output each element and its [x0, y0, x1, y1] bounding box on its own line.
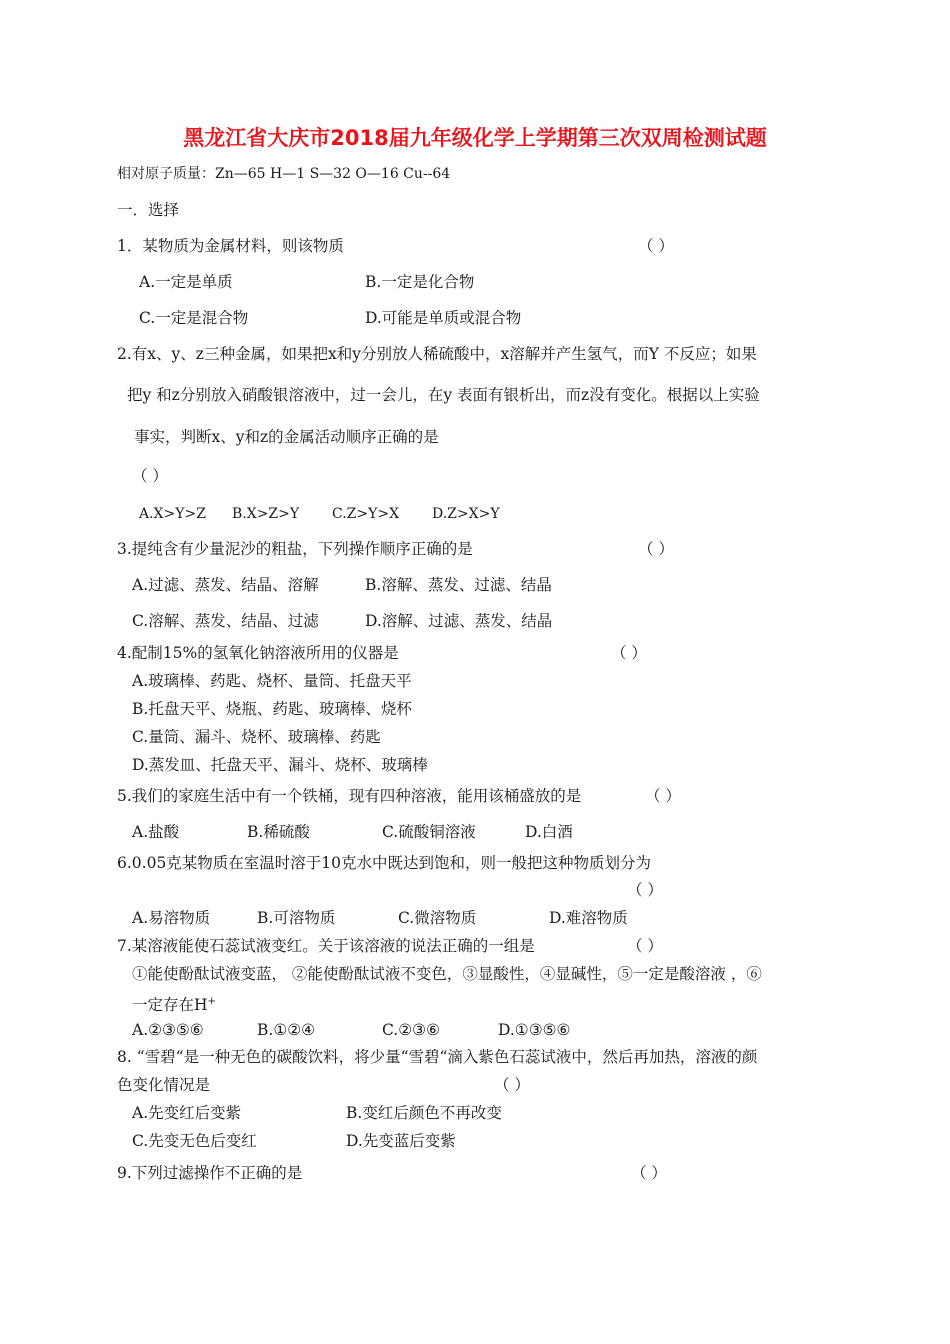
q1-option-a: A.一定是单质: [139, 273, 233, 291]
q3-option-a: A.过滤、蒸发、结晶、溶解: [132, 576, 319, 594]
q6-option-b: B.可溶物质: [257, 909, 336, 927]
q3-option-c: C.溶解、蒸发、结晶、过滤: [132, 612, 319, 630]
q2-stem-line1: 2.有x、y、z三种金属，如果把x和y分别放人稀硫酸中，x溶解并产生氢气，而Y 不反应；如果: [117, 345, 757, 363]
q5-option-a: A.盐酸: [132, 823, 180, 841]
q3-answer-paren: （ ）: [638, 540, 674, 558]
page-title: 黑龙江省大庆市2018届九年级化学上学期第三次双周检测试题: [183, 126, 767, 150]
q6-stem: 6.0.05克某物质在室温时溶于10克水中既达到饱和，则一般把这种物质划分为: [117, 854, 652, 872]
q6-option-d: D.难溶物质: [549, 909, 628, 927]
q8-option-d: D.先变蓝后变紫: [346, 1132, 456, 1150]
q7-option-c: C.②③⑥: [382, 1021, 440, 1039]
q7-statements-text: 一定存在H: [132, 996, 208, 1015]
q4-option-d: D.蒸发皿、托盘天平、漏斗、烧杯、玻璃棒: [132, 756, 428, 774]
section-heading: 一．选择: [117, 201, 180, 219]
q7-option-a: A.②③⑤⑥: [132, 1021, 204, 1039]
q8-option-c: C.先变无色后变红: [132, 1132, 257, 1150]
q3-stem: 3.提纯含有少量泥沙的粗盐，下列操作顺序正确的是: [117, 540, 473, 558]
q6-option-c: C.微溶物质: [398, 909, 477, 927]
q4-option-a: A.玻璃棒、药匙、烧杯、量筒、托盘天平: [132, 672, 412, 690]
q1-option-b: B.一定是化合物: [365, 273, 475, 291]
q2-stem-line3: 事实，判断x、y和z的金属活动顺序正确的是: [134, 428, 439, 446]
q9-answer-paren: （ ）: [631, 1164, 667, 1182]
q7-statements-line1: ①能使酚酞试液变蓝， ②能使酚酞试液不变色，③显酸性，④显碱性，⑤一定是酸溶液 ，⑥: [132, 965, 762, 983]
q2-stem-line2: 把y 和z分别放入硝酸银溶液中，过一会儿，在y 表面有银析出，而z没有变化。根据以上实验: [127, 386, 760, 404]
q7-option-b: B.①②④: [257, 1021, 316, 1039]
q5-stem: 5.我们的家庭生活中有一个铁桶，现有四种溶液，能用该桶盛放的是: [117, 787, 582, 805]
q5-answer-paren: （ ）: [645, 787, 681, 805]
q8-stem-line2: 色变化情况是: [117, 1076, 211, 1094]
q8-answer-paren: （ ）: [494, 1076, 530, 1094]
q5-option-b: B.稀硫酸: [247, 823, 310, 841]
q2-option-a: A.X>Y>Z: [139, 506, 206, 522]
q1-option-d: D.可能是单质或混合物: [365, 309, 522, 327]
q4-stem: 4.配制15%的氢氧化钠溶液所用的仪器是: [117, 644, 399, 662]
q6-option-a: A.易溶物质: [132, 909, 211, 927]
q6-answer-paren: （ ）: [627, 881, 663, 899]
q1-stem: 1．某物质为金属材料，则该物质: [117, 237, 344, 255]
q5-option-c: C.硫酸铜溶液: [382, 823, 476, 841]
q2-answer-paren: （ ）: [132, 467, 168, 485]
q2-option-d: D.Z>X>Y: [432, 506, 500, 522]
atomic-mass-line: 相对原子质量：Zn—65 H—1 S—32 O—16 Cu--64: [117, 166, 451, 182]
q7-answer-paren: （ ）: [627, 937, 663, 955]
q2-option-c: C.Z>Y>X: [332, 506, 400, 522]
q8-option-a: A.先变红后变紫: [132, 1104, 242, 1122]
q5-option-d: D.白酒: [525, 823, 573, 841]
q4-option-b: B.托盘天平、烧瓶、药匙、玻璃棒、烧杯: [132, 700, 412, 718]
q7-stem: 7.某溶液能使石蕊试液变红。关于该溶液的说法正确的一组是: [117, 937, 535, 955]
q8-option-b: B.变红后颜色不再改变: [346, 1104, 502, 1122]
q4-answer-paren: （ ）: [611, 644, 647, 662]
q3-option-d: D.溶解、过滤、蒸发、结晶: [365, 612, 553, 630]
q3-option-b: B.溶解、蒸发、过滤、结晶: [365, 576, 552, 594]
q7-statements-line2: [132, 992, 216, 1015]
q8-stem-line1: 8. “雪碧“是一种无色的碳酸饮料，将少量“雪碧“滴入紫色石蕊试液中，然后再加热，溶液的颜: [117, 1048, 758, 1066]
q2-option-b: B.X>Z>Y: [232, 506, 300, 522]
q1-option-c: C.一定是混合物: [139, 309, 249, 327]
q4-option-c: C.量筒、漏斗、烧杯、玻璃棒、药匙: [132, 728, 381, 746]
q7-option-d: D.①③⑤⑥: [498, 1021, 571, 1039]
q1-answer-paren: （ ）: [638, 237, 674, 255]
q7-superscript-plus: +: [207, 996, 216, 1007]
q9-stem: 9.下列过滤操作不正确的是: [117, 1164, 303, 1182]
